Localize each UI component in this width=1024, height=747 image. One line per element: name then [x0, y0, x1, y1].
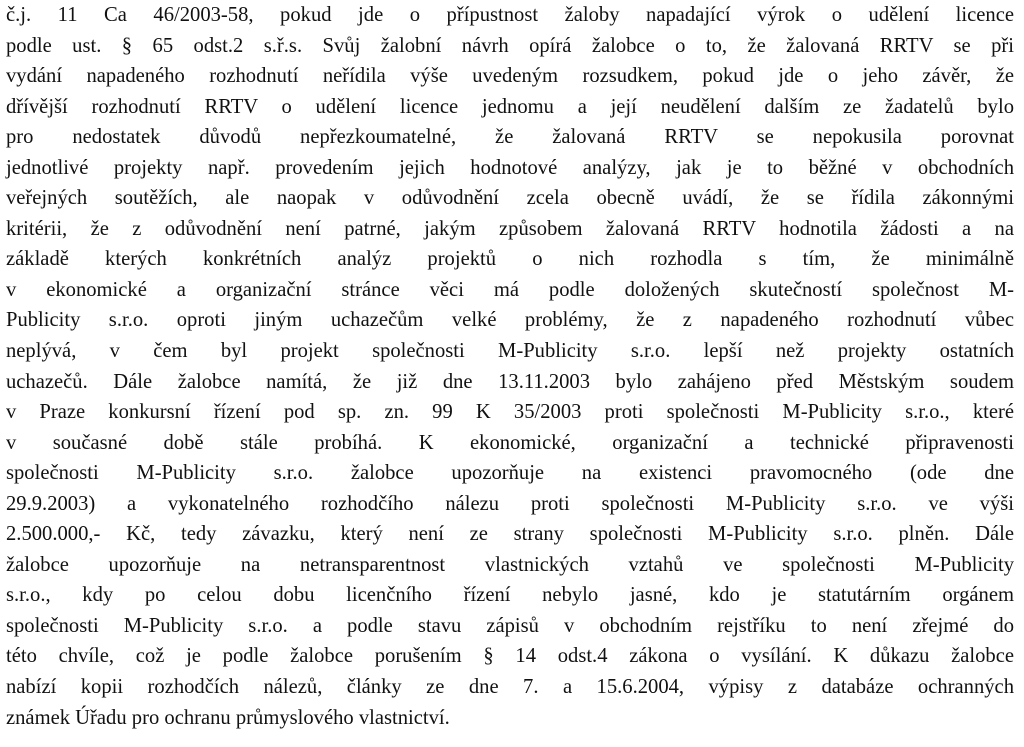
text-line: uchazečů. Dále žalobce namítá, že již dne 13.11.2003 bylo zahájeno před Městským soudem	[6, 370, 1014, 393]
text-line: neplývá, v čem byl projekt společnosti M-Publicity s.r.o. lepší než projekty ostatních	[6, 340, 1014, 363]
text-line: Publicity s.r.o. oproti jiným uchazečům velké problémy, že z napadeného rozhodnutí vůbec	[6, 309, 1014, 332]
text-line: nabízí kopii rozhodčích nálezů, články ze dne 7. a 15.6.2004, výpisy z databáze ochranných	[6, 676, 1014, 699]
text-line: společnosti M-Publicity s.r.o. žalobce upozorňuje na existenci pravomocného (ode dne	[6, 462, 1014, 485]
text-line: kritérii, že z odůvodnění není patrné, jakým způsobem žalovaná RRTV hodnotila žádosti a na	[6, 217, 1014, 240]
text-line: v současné době stále probíhá. K ekonomické, organizační a technické připravenosti	[6, 431, 1014, 454]
text-line: pro nedostatek důvodů nepřezkoumatelné, že žalovaná RRTV se nepokusila porovnat	[6, 126, 1014, 149]
document-body	[6, 0, 1020, 733]
text-line: jednotlivé projekty např. provedením jejich hodnotové analýzy, jak je to běžné v obchodních	[6, 156, 1014, 179]
text-line: veřejných soutěžích, ale naopak v odůvodnění zcela obecně uvádí, že se řídila zákonnými	[6, 187, 1014, 210]
text-line: známek Úřadu pro ochranu průmyslového vlastnictví.	[6, 706, 450, 729]
text-line: podle ust. § 65 odst.2 s.ř.s. Svůj žalobní návrh opírá žalobce o to, že žalovaná RRTV se při	[6, 34, 1014, 57]
text-line: s.r.o., kdy po celou dobu licenčního řízení nebylo jasné, kdo je statutárním orgánem	[6, 584, 1014, 607]
text-line: této chvíle, což je podle žalobce porušením § 14 odst.4 zákona o vysílání. K důkazu žalobce	[6, 645, 1014, 668]
text-line: č.j. 11 Ca 46/2003-58, pokud jde o přípustnost žaloby napadající výrok o udělení licence	[6, 4, 1014, 26]
text-line: v ekonomické a organizační stránce věci má podle doložených skutečností společnost M-	[6, 278, 1014, 301]
text-line: dřívější rozhodnutí RRTV o udělení licence jednomu a její neudělení dalším ze žadatelů bylo	[6, 95, 1014, 118]
text-line: v Praze konkursní řízení pod sp. zn. 99 K 35/2003 proti společnosti M-Publicity s.r.o., které	[6, 401, 1014, 424]
text-line: společnosti M-Publicity s.r.o. a podle stavu zápisů v obchodním rejstříku to není zřejmé do	[6, 614, 1014, 637]
text-line: základě kterých konkrétních analýz projektů o nich rozhodla s tím, že minimálně	[6, 248, 1014, 271]
text-line: žalobce upozorňuje na netransparentnost vlastnických vztahů ve společnosti M-Publicity	[6, 553, 1014, 576]
text-line: vydání napadeného rozhodnutí neřídila výše uvedeným rozsudkem, pokud jde o jeho závěr, že	[6, 65, 1014, 88]
text-line: 2.500.000,- Kč, tedy závazku, který není ze strany společnosti M-Publicity s.r.o. plněn. Dále	[6, 523, 1014, 546]
text-line: 29.9.2003) a vykonatelného rozhodčího nálezu proti společnosti M-Publicity s.r.o. ve výši	[6, 492, 1014, 515]
